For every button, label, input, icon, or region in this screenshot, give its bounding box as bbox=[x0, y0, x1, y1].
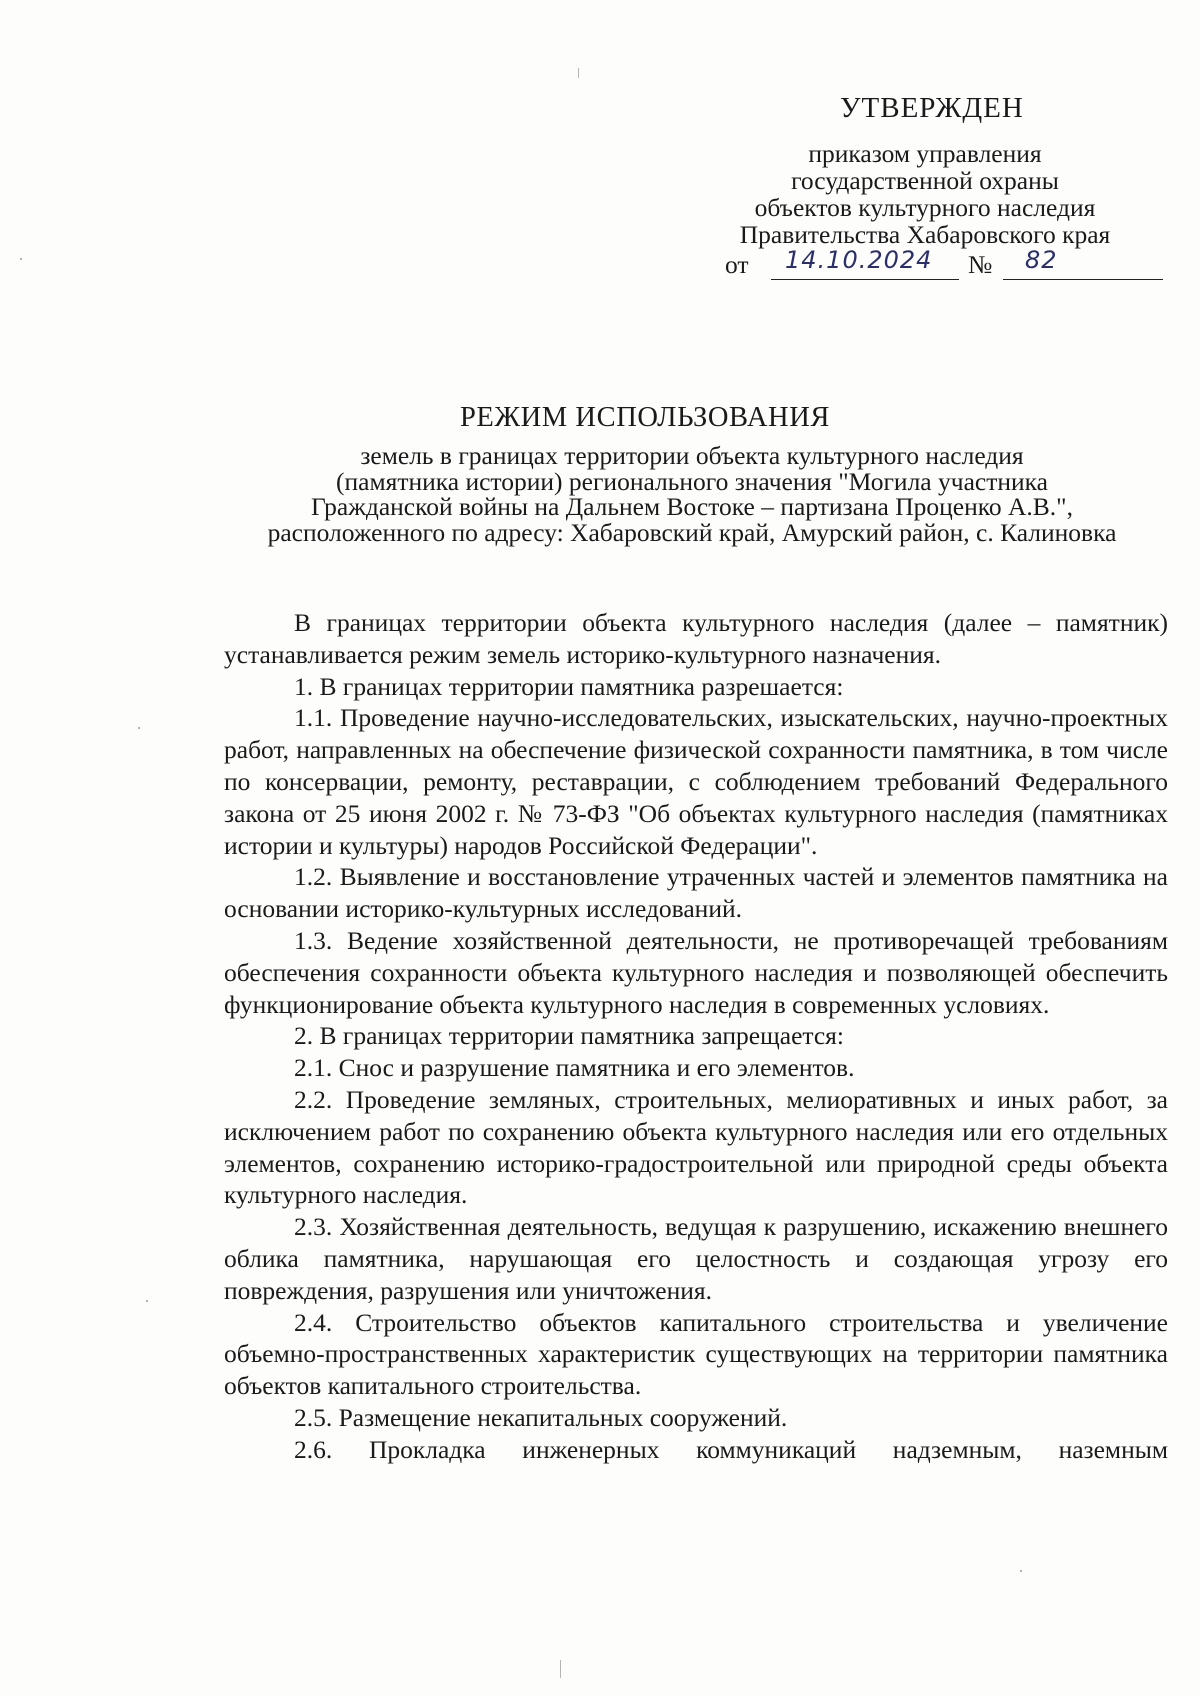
paragraph-2: 2. В границах территории памятника запрещается: bbox=[294, 1021, 844, 1051]
paragraph-1: 1. В границах территории памятника разрешается: bbox=[294, 671, 844, 701]
number-underline bbox=[1003, 279, 1163, 280]
number-prefix: № bbox=[968, 250, 993, 279]
paragraph-1-3: 1.3. Ведение хозяйственной деятельности, не противоречащей требованиям обеспечения сохранности объекта культурного наследия и позволяющей обеспечить функционирование объекта культурного наследия в современных условиях. bbox=[224, 925, 1168, 1019]
scan-mark bbox=[560, 1660, 561, 1678]
approval-issuer bbox=[700, 140, 1150, 248]
paragraph-2-3: 2.3. Хозяйственная деятельность, ведущая к разрушению, искажению внешнего облика памятника, нарушающая его целостность и создающая угрозу его повреждения, разрушения или уничтожения. bbox=[224, 1212, 1168, 1305]
scan-speck bbox=[1020, 1570, 1022, 1572]
handwritten-date: 14.10.2024 bbox=[785, 246, 933, 274]
document-title: РЕЖИМ ИСПОЛЬЗОВАНИЯ bbox=[459, 402, 830, 433]
date-prefix: от bbox=[725, 250, 749, 279]
scan-mark bbox=[578, 68, 579, 78]
document-body bbox=[224, 607, 1168, 1466]
approval-line: государственной охраны bbox=[791, 166, 1059, 195]
paragraph-1-2: 1.2. Выявление и восстановление утраченных частей и элементов памятника на основании историко-культурных исследований. bbox=[224, 862, 1168, 924]
subtitle-line: земель в границах территории объекта культурного наследия bbox=[360, 441, 1024, 470]
approval-line: Правительства Хабаровского края bbox=[739, 220, 1111, 249]
paragraph-2-6: 2.6. Прокладка инженерных коммуникаций надземным, наземным bbox=[294, 1434, 1168, 1464]
document-subtitle bbox=[212, 443, 1172, 545]
scan-speck bbox=[20, 258, 22, 260]
paragraph-2-4: 2.4. Строительство объектов капитального строительства и увеличение объемно-пространственных характеристик существующих на территории памятника объектов капитального строительства. bbox=[224, 1307, 1168, 1401]
scan-speck bbox=[138, 727, 140, 729]
paragraph-intro: В границах территории объекта культурного наследия (далее – памятник) устанавливается режим земель историко-культурного назначения. bbox=[224, 608, 1168, 669]
subtitle-line: Гражданской войны на Дальнем Востоке – партизана Проценко А.В.", bbox=[311, 492, 1073, 521]
paragraph-2-5: 2.5. Размещение некапитальных сооружений. bbox=[294, 1402, 788, 1432]
handwritten-number: 82 bbox=[1025, 246, 1058, 274]
approval-title: УТВЕРЖДЕН bbox=[840, 92, 1024, 124]
approval-line: объектов культурного наследия bbox=[754, 193, 1096, 222]
paragraph-2-1: 2.1. Снос и разрушение памятника и его элементов. bbox=[294, 1053, 855, 1083]
approval-line: приказом управления bbox=[808, 139, 1042, 168]
paragraph-1-1: 1.1. Проведение научно-исследовательских, изыскательских, научно-проектных работ, направленных на обеспечение физической сохранности памятника, в том числе по консервации, ремонту, реставрации, с соблюдением требований Федерального закона от 25 июня 2002 г. № 73-ФЗ "Об объектах культурного наследия (памятниках истории и культуры) народов Российской Федерации". bbox=[224, 703, 1168, 860]
date-underline bbox=[771, 279, 959, 280]
subtitle-line: (памятника истории) регионального значения "Могила участника bbox=[336, 466, 1048, 496]
paragraph-2-2: 2.2. Проведение земляных, строительных, мелиоративных и иных работ, за исключением работ по сохранению объекта культурного наследия или его отдельных элементов, сохранению историко-градостроительной или природной среды объекта культурного наследия. bbox=[224, 1084, 1168, 1210]
scan-speck bbox=[146, 1300, 148, 1302]
approval-date-row bbox=[725, 246, 1145, 286]
subtitle-line: расположенного по адресу: Хабаровский край, Амурский район, с. Калиновка bbox=[267, 517, 1117, 547]
